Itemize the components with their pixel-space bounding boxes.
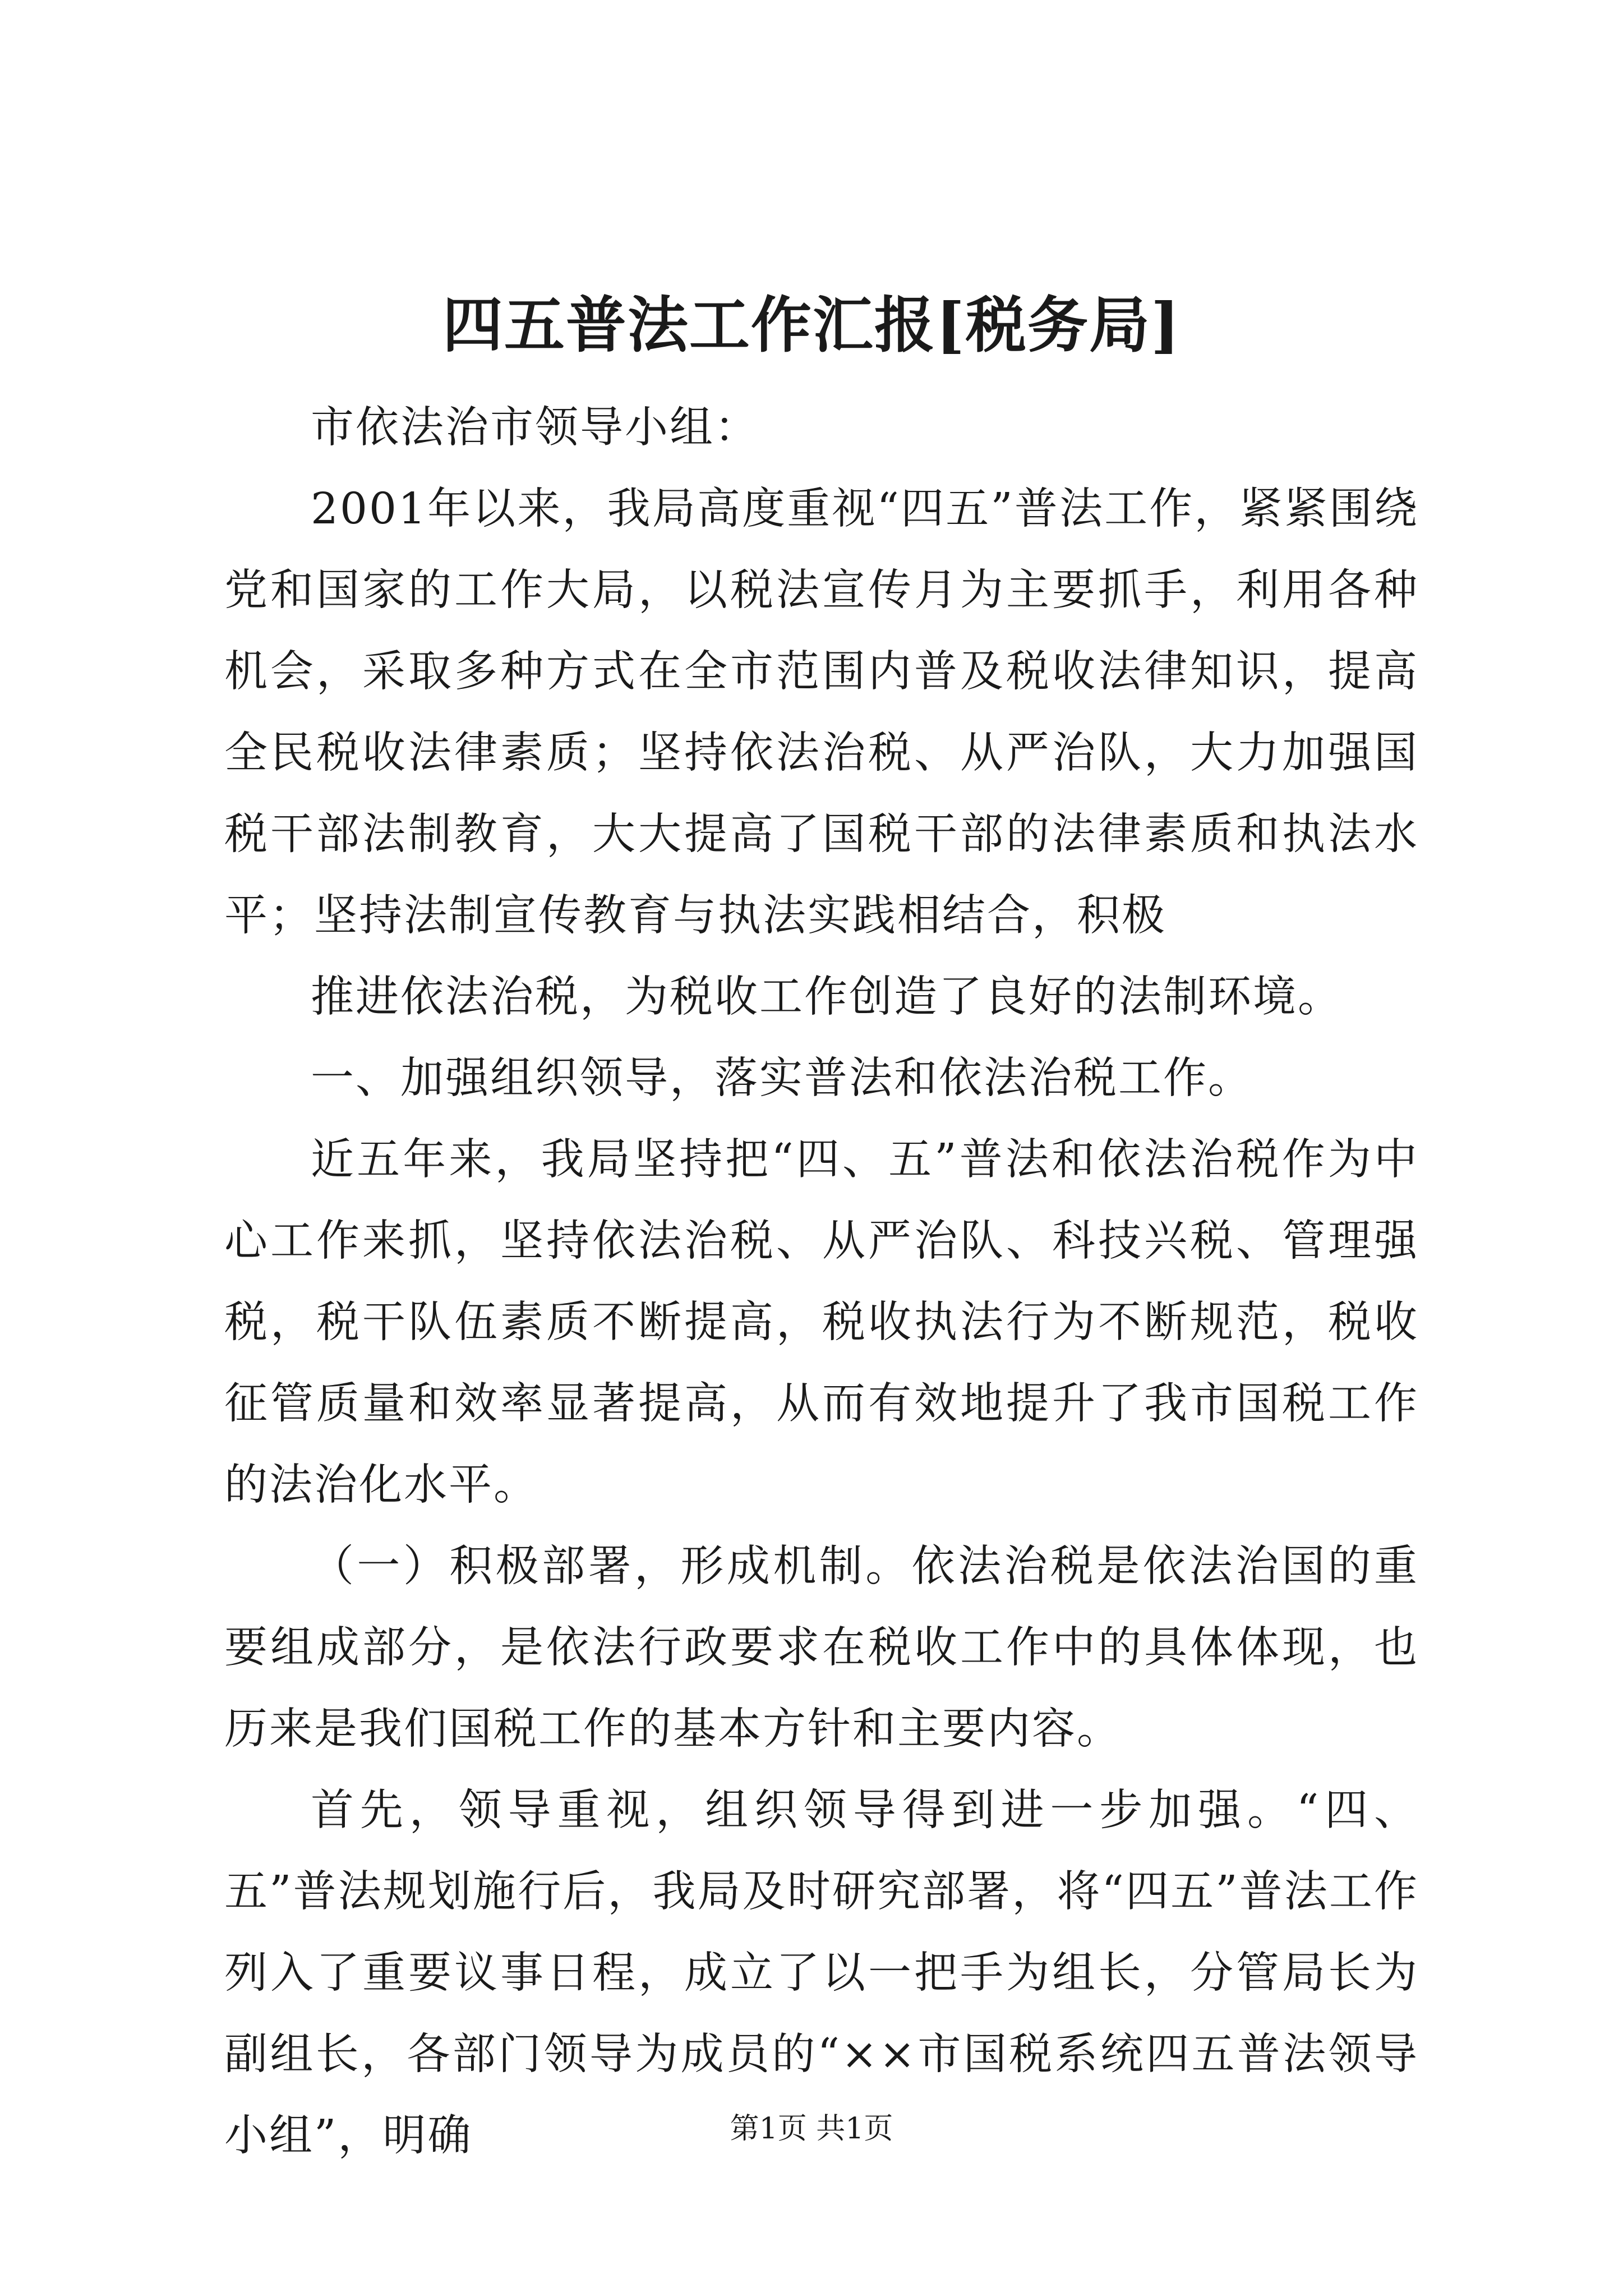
salutation: 市依法治市领导小组： (311, 403, 759, 453)
document-title: 四五普法工作汇报[税务局] (442, 290, 1181, 361)
paragraph-section-1: 近五年来，我局坚持把“四、五”普法和依法治税作为中心工作来抓，坚持依法治税、从严治队、科技兴税、管理强税，税干队伍素质不断提高，税收执法行为不断规范，税收征管质量和效率显著提高，从而有效地提升了我市国税工作的法治化水平。 (224, 1135, 1419, 1510)
paragraph-intro: 2001年以来，我局高度重视“四五”普法工作，紧紧围绕党和国家的工作大局，以税法宣传月为主要抓手，利用各种机会，采取多种方式在全市范围内普及税收法律知识，提高全民税收法律素质；坚持依法治税、从严治队，大力加强国税干部法制教育，大大提高了国税干部的法律素质和执法水平；坚持法制宣传教育与执法实践相结合，积极 (224, 484, 1419, 941)
page-footer: 第1页 共1页 (730, 2112, 893, 2146)
paragraph-first: 首先，领导重视，组织领导得到进一步加强。“四、五”普法规划施行后，我局及时研究部署，将“四五”普法工作列入了重要议事日程，成立了以一把手为组长，分管局长为副组长，各部门领导为成员的“××市国税系统四五普法领导小组”，明确 (224, 1786, 1419, 2161)
document-body (224, 387, 1419, 2177)
paragraph-intro-continued: 推进依法治税，为税收工作创造了良好的法制环境。 (311, 972, 1343, 1022)
subsection-1: （一）积极部署，形成机制。依法治税是依法治国的重要组成部分，是依法行政要求在税收工作中的具体体现，也历来是我们国税工作的基本方针和主要内容。 (224, 1542, 1419, 1754)
section-heading-1: 一、加强组织领导，落实普法和依法治税工作。 (311, 1053, 1253, 1103)
